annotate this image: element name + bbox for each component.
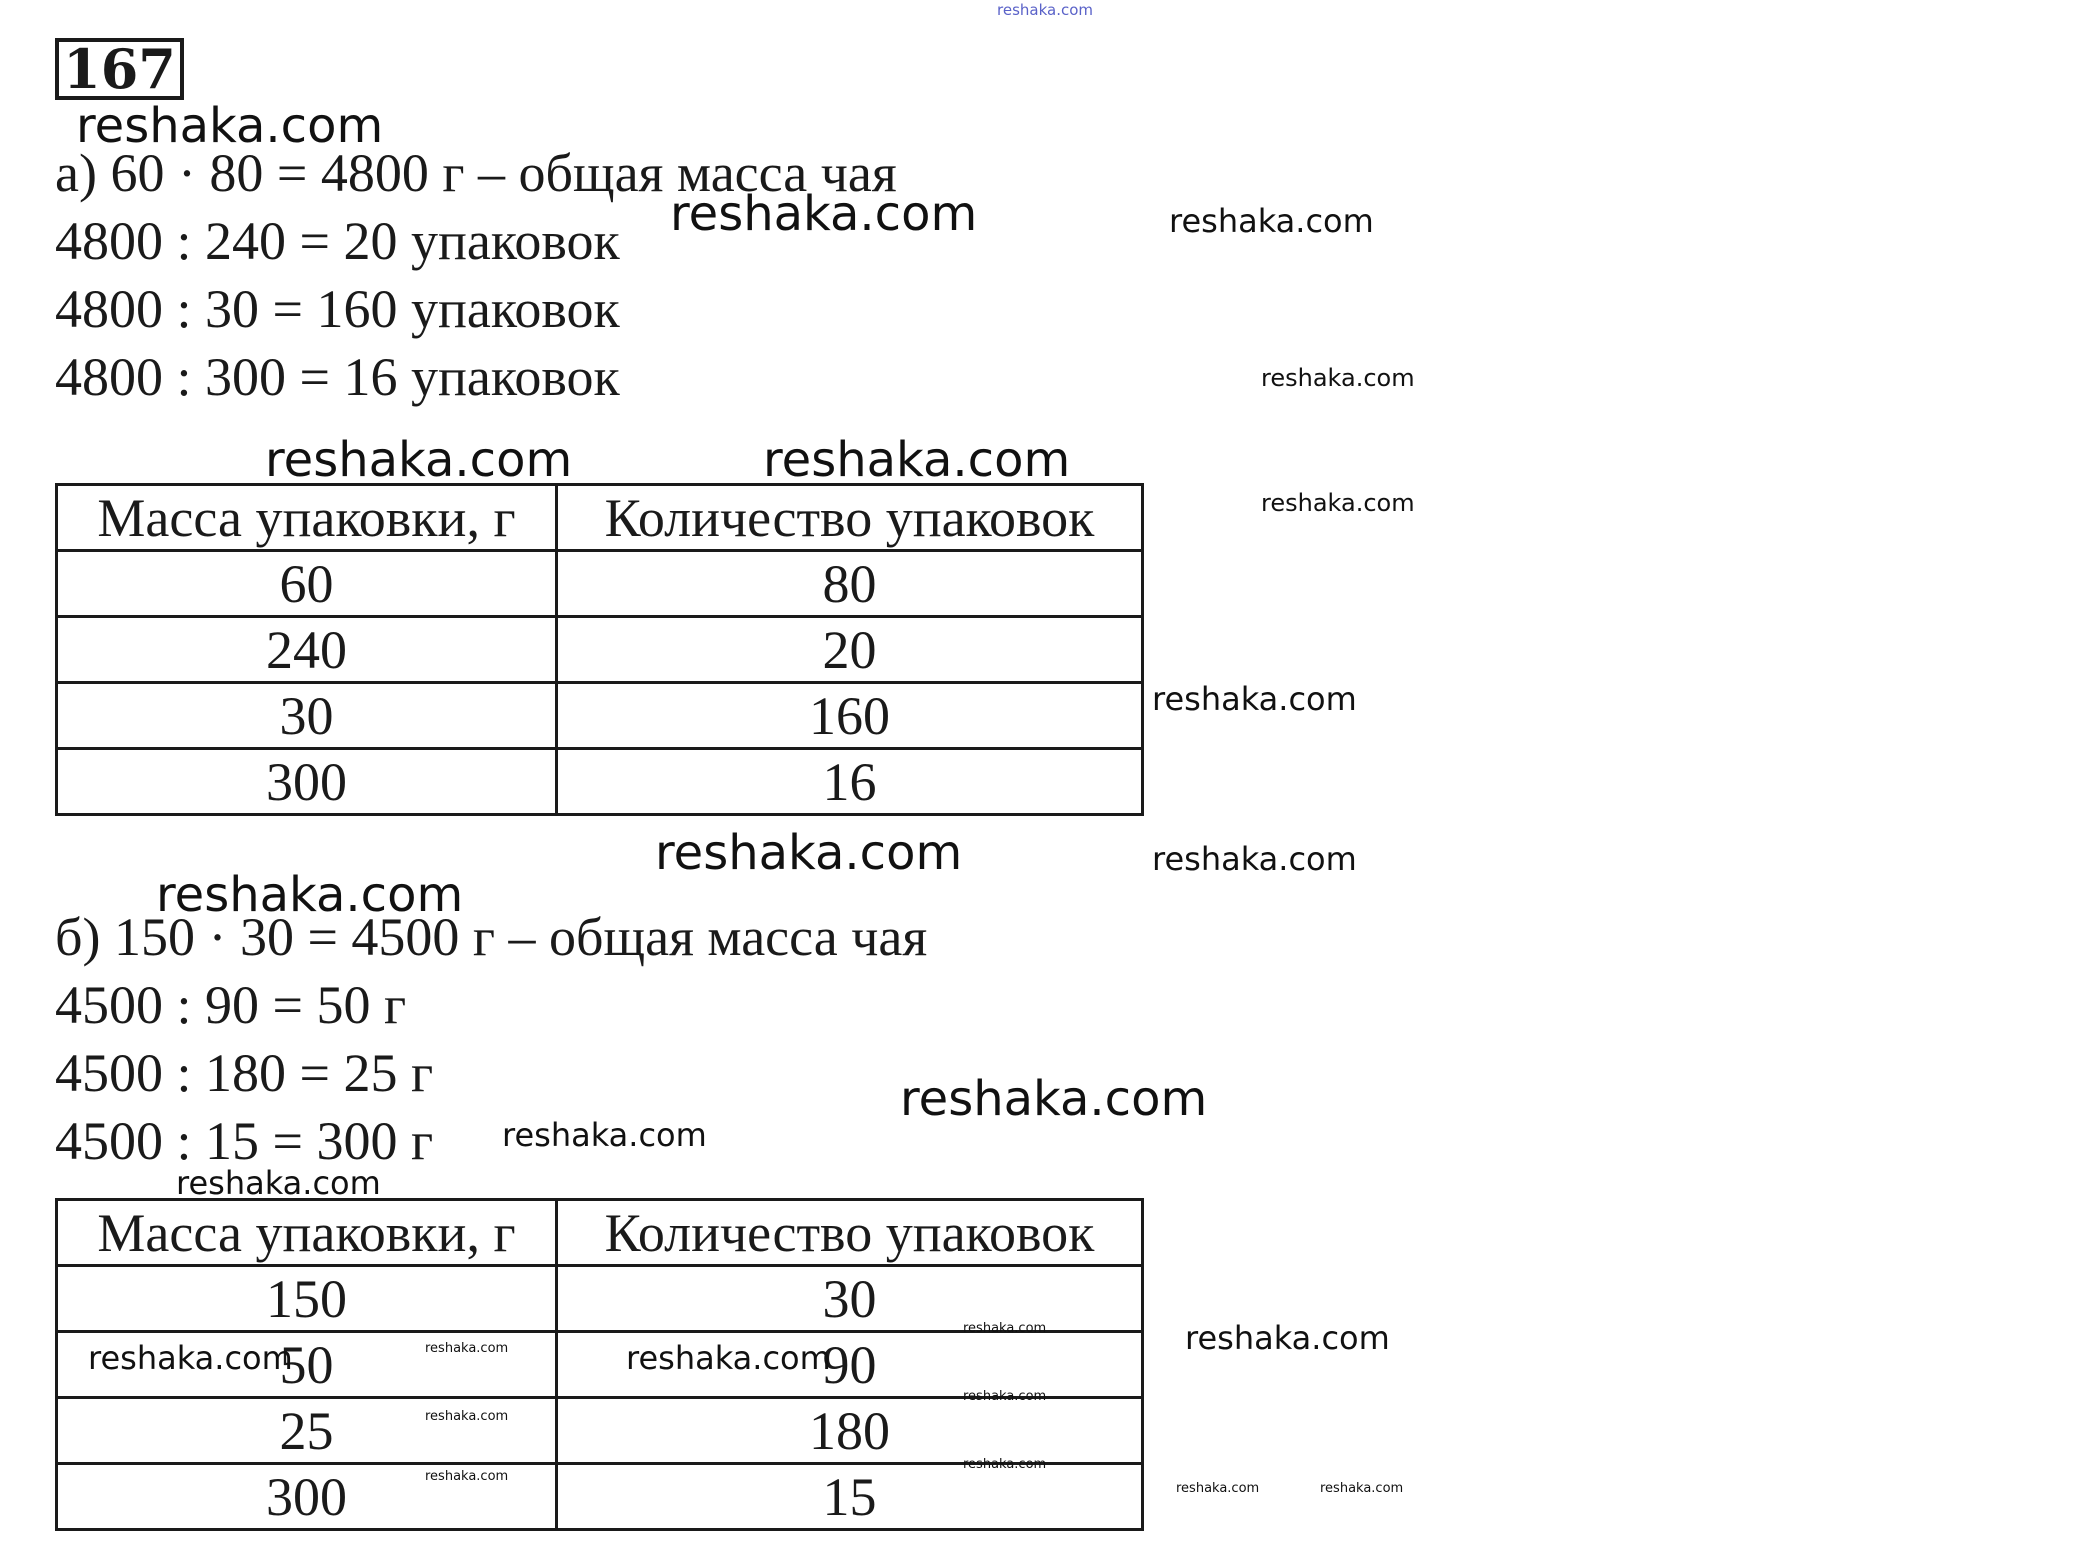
watermark: reshaka.com: [655, 825, 963, 881]
table-row: [57, 749, 1143, 815]
watermark: reshaka.com: [76, 98, 384, 154]
part-a-table: [55, 483, 1144, 816]
cell-mass: 60: [57, 551, 557, 617]
cell-mass: 300: [57, 1464, 557, 1530]
watermark: reshaka.com: [88, 1339, 293, 1377]
watermark: reshaka.com: [670, 186, 978, 242]
part-a-line-3: 4800 : 30 = 160 упаковок: [55, 279, 620, 339]
watermark: reshaka.com: [1185, 1319, 1390, 1357]
watermark: reshaka.com: [963, 1457, 1047, 1472]
cell-mass: 300: [57, 749, 557, 815]
part-b-line-4: 4500 : 15 = 300 г: [55, 1111, 434, 1171]
watermark: reshaka.com: [1152, 840, 1357, 878]
cell-mass: 50: [57, 1332, 557, 1398]
watermark: reshaka.com: [963, 1389, 1047, 1404]
watermark: reshaka.com: [265, 432, 573, 488]
part-a-line-4: 4800 : 300 = 16 упаковок: [55, 347, 620, 407]
cell-count: 30: [557, 1266, 1143, 1332]
part-a-line-1: а) 60 · 80 = 4800 г – общая масса чая: [55, 143, 897, 203]
table-row: [57, 1398, 1143, 1464]
watermark: reshaka.com: [1261, 364, 1415, 392]
cell-count: 16: [557, 749, 1143, 815]
cell-count: 90: [557, 1332, 1143, 1398]
watermark: reshaka.com: [425, 1341, 509, 1356]
table-row: [57, 551, 1143, 617]
table-header-row: [57, 1200, 1143, 1266]
table-row: [57, 617, 1143, 683]
watermark: reshaka.com: [763, 432, 1071, 488]
part-b-line-1: б) 150 · 30 = 4500 г – общая масса чая: [55, 907, 928, 967]
watermark: reshaka.com: [900, 1071, 1208, 1127]
cell-count: 160: [557, 683, 1143, 749]
header-mass: Масса упаковки, г: [57, 1200, 557, 1266]
cell-mass: 30: [57, 683, 557, 749]
cell-count: 180: [557, 1398, 1143, 1464]
part-b-line-2: 4500 : 90 = 50 г: [55, 975, 407, 1035]
table-row: [57, 1464, 1143, 1530]
watermark: reshaka.com: [176, 1164, 381, 1202]
problem-number: 167: [55, 38, 184, 100]
watermark: reshaka.com: [425, 1469, 509, 1484]
cell-count: 20: [557, 617, 1143, 683]
cell-count: 80: [557, 551, 1143, 617]
table-header-row: [57, 485, 1143, 551]
table-row: [57, 683, 1143, 749]
watermark: reshaka.com: [156, 867, 464, 923]
watermark: reshaka.com: [1176, 1481, 1260, 1496]
watermark: reshaka.com: [997, 1, 1093, 19]
watermark: reshaka.com: [1152, 680, 1357, 718]
cell-mass: 240: [57, 617, 557, 683]
watermark: reshaka.com: [1169, 202, 1374, 240]
cell-count: 15: [557, 1464, 1143, 1530]
part-b-line-3: 4500 : 180 = 25 г: [55, 1043, 434, 1103]
cell-mass: 25: [57, 1398, 557, 1464]
watermark: reshaka.com: [502, 1116, 707, 1154]
watermark: reshaka.com: [1320, 1481, 1404, 1496]
watermark: reshaka.com: [626, 1339, 831, 1377]
header-count: Количество упаковок: [557, 1200, 1143, 1266]
watermark: reshaka.com: [963, 1321, 1047, 1336]
cell-mass: 150: [57, 1266, 557, 1332]
header-mass: Масса упаковки, г: [57, 485, 557, 551]
watermark: reshaka.com: [1261, 489, 1415, 517]
header-count: Количество упаковок: [557, 485, 1143, 551]
watermark: reshaka.com: [425, 1409, 509, 1424]
part-a-line-2: 4800 : 240 = 20 упаковок: [55, 211, 620, 271]
